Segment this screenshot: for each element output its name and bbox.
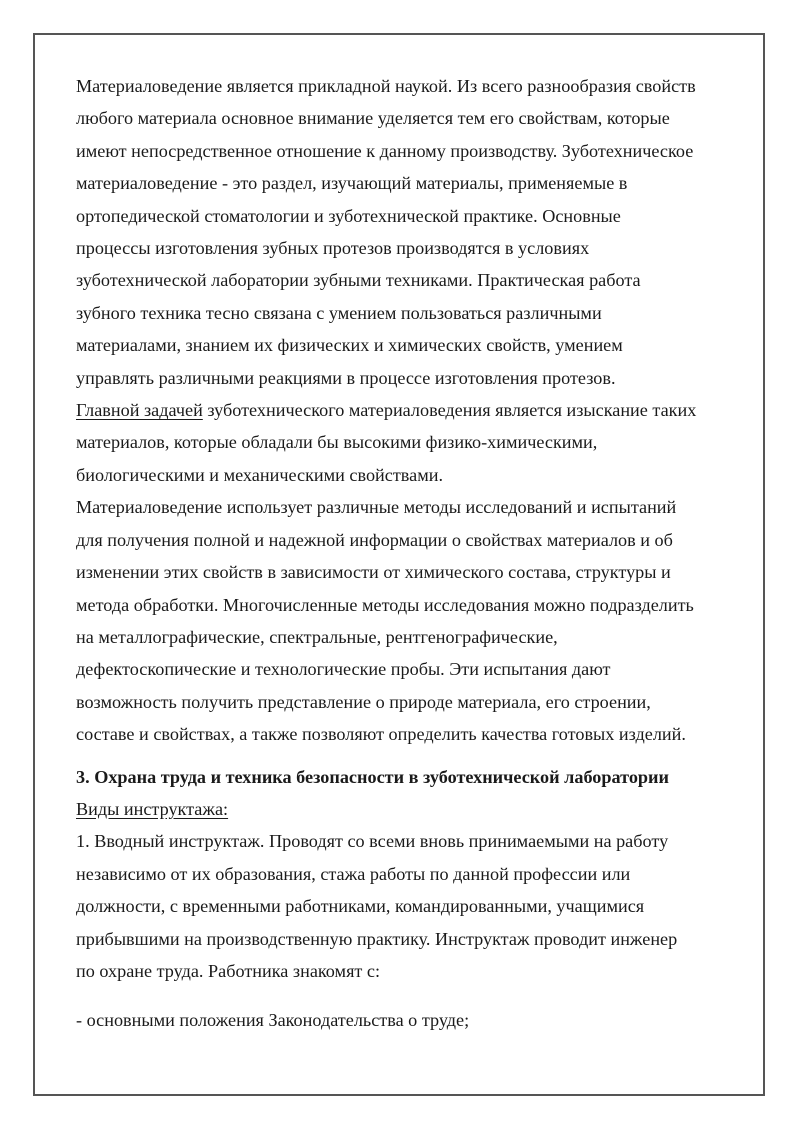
paragraph-main-task (76, 394, 736, 491)
text-line (76, 394, 736, 426)
text-line: для получения полной и надежной информации о свойствах материалов и об (76, 529, 673, 550)
text-line: любого материала основное внимание уделяется тем его свойствам, которые (76, 108, 670, 129)
text-line: зуботехнической лаборатории зубными техниками. Практическая работа (76, 270, 641, 291)
list-item: - основными положения Законодательства о труде; (76, 1010, 470, 1031)
paragraph-research-methods (76, 491, 736, 750)
text-line: по охране труда. Работника знакомят с: (76, 960, 381, 981)
text-line: Материаловедение использует различные методы исследований и испытаний (76, 497, 677, 518)
text-line: возможность получить представление о природе материала, его строении, (76, 691, 651, 712)
text-line: 1. Вводный инструктаж. Проводят со всеми вновь принимаемыми на работу (76, 831, 669, 852)
spacer (76, 751, 736, 761)
paragraph-materials-science-intro (76, 70, 736, 394)
text-line: зубного техника тесно связана с умением пользоваться различными (76, 302, 602, 323)
text-line: изменении этих свойств в зависимости от химического состава, структуры и (76, 562, 671, 583)
underlined-term: Главной задачей (76, 400, 203, 421)
text-line: Материаловедение является прикладной наукой. Из всего разнообразия свойств (76, 76, 696, 96)
text-fragment: зуботехнического материаловедения является изыскание таких (202, 400, 697, 421)
text-line: прибывшими на производственную практику. Инструктаж проводит инженер (76, 928, 678, 949)
text-line: метода обработки. Многочисленные методы исследования можно подразделить (76, 594, 694, 615)
text-line: материаловедение - это раздел, изучающий материалы, применяемые в (76, 173, 628, 194)
text-line: имеют непосредственное отношение к данному производству. Зуботехническое (76, 140, 694, 161)
text-line: материалов, которые обладали бы высокими физико-химическими, (76, 432, 598, 453)
text-line: должности, с временными работниками, командированными, учащимися (76, 896, 645, 917)
spacer (76, 987, 736, 1004)
text-line: материалами, знанием их физических и химических свойств, умением (76, 335, 623, 356)
text-line: ортопедической стоматологии и зуботехнической практике. Основные (76, 205, 621, 226)
paragraph-introductory-briefing (76, 825, 736, 987)
text-line: дефектоскопические и технологические пробы. Эти испытания дают (76, 659, 611, 680)
text-line: биологическими и механическими свойствами. (76, 464, 444, 485)
text-line: управлять различными реакциями в процессе изготовления протезов. (76, 367, 616, 388)
text-line: процессы изготовления зубных протезов производятся в условиях (76, 238, 590, 259)
text-line: на металлографические, спектральные, рентгенографические, (76, 626, 558, 647)
section-heading: 3. Охрана труда и техника безопасности в зуботехнической лаборатории (76, 766, 669, 787)
section-subheading: Виды инструктажа: (76, 798, 229, 819)
text-line: независимо от их образования, стажа работы по данной профессии или (76, 863, 631, 884)
text-line: составе и свойствах, а также позволяют определить качества готовых изделий. (76, 724, 686, 745)
document-body (76, 70, 736, 1037)
